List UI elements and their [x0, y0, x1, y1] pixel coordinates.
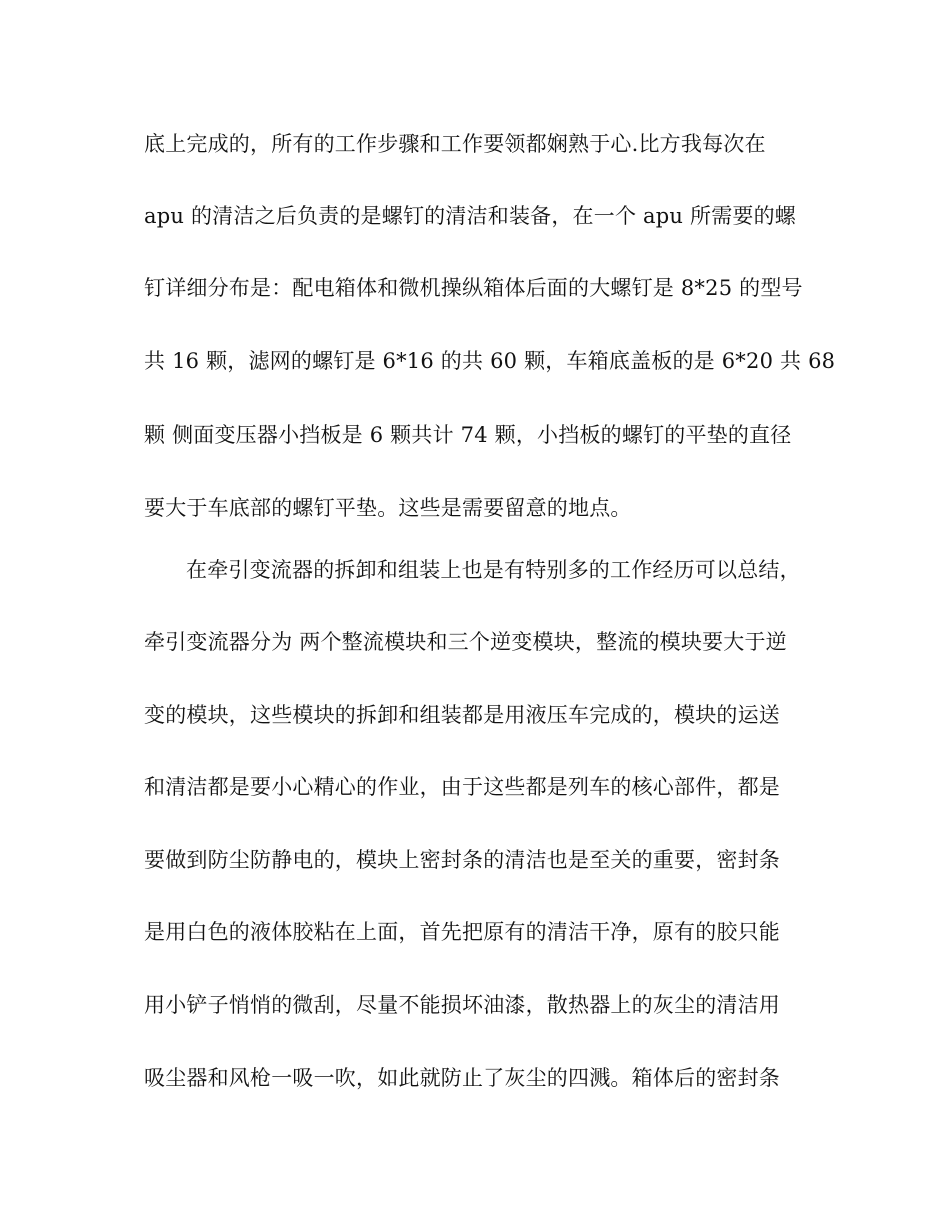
paragraph-first-line: 在牵引变流器的拆卸和组装上也是有特别多的工作经历可以总结，: [186, 558, 801, 582]
text-line: 钉详细分布是：配电箱体和微机操纵箱体后面的大螺钉是 8*25 的型号: [144, 276, 803, 300]
text-line: 变的模块，这些模块的拆卸和组装都是用液压车完成的，模块的运送: [144, 703, 780, 727]
text-line: 要做到防尘防静电的，模块上密封条的清洁也是至关的重要，密封条: [144, 848, 780, 872]
text-line: 用小铲子悄悄的微刮，尽量不能损坏油漆，散热器上的灰尘的清洁用: [144, 993, 780, 1017]
text-line: 吸尘器和风枪一吸一吹，如此就防止了灰尘的四溅。箱体后的密封条: [144, 1066, 780, 1090]
text-line: 底上完成的，所有的工作步骤和工作要领都娴熟于心.比方我每次在: [144, 132, 766, 156]
text-line: 共 16 颗，滤网的螺钉是 6*16 的共 60 颗，车箱底盖板的是 6*20 共 68: [144, 349, 836, 373]
text-line: 要大于车底部的螺钉平垫。这些是需要留意的地点。: [144, 496, 632, 520]
text-line: 牵引变流器分为 两个整流模块和三个逆变模块，整流的模块要大于逆: [144, 630, 787, 654]
text-line: apu 的清洁之后负责的是螺钉的清洁和装备，在一个 apu 所需要的螺: [144, 204, 796, 228]
text-line: 和清洁都是要小心精心的作业，由于这些都是列车的核心部件，都是: [144, 775, 780, 799]
text-line: 是用白色的液体胶粘在上面，首先把原有的清洁干净，原有的胶只能: [144, 920, 780, 944]
text-line: 颗 侧面变压器小挡板是 6 颗共计 74 颗，小挡板的螺钉的平垫的直径: [144, 423, 792, 447]
